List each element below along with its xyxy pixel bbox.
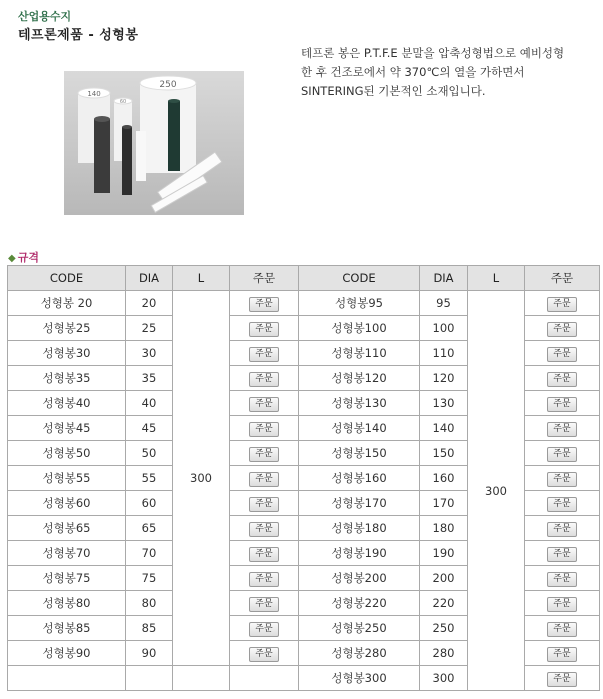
description-line: 한 후 건조로에서 약 370℃의 열을 가하면서	[301, 65, 525, 79]
order-cell	[525, 541, 600, 566]
code-cell: 성형봉130	[299, 391, 420, 416]
code-cell: 성형봉65	[8, 516, 126, 541]
code-cell: 성형봉120	[299, 366, 420, 391]
empty-cell	[230, 666, 299, 691]
spec-heading	[8, 249, 39, 265]
order-button[interactable]: 주문	[547, 322, 577, 337]
dia-cell: 200	[420, 566, 468, 591]
code-cell: 성형봉75	[8, 566, 126, 591]
dia-cell: 150	[420, 441, 468, 466]
code-cell: 성형봉280	[299, 641, 420, 666]
order-button[interactable]: 주문	[249, 322, 279, 337]
col-header-order: 주문	[230, 266, 299, 291]
col-header-code: CODE	[299, 266, 420, 291]
code-cell: 성형봉40	[8, 391, 126, 416]
order-button[interactable]: 주문	[249, 547, 279, 562]
order-cell	[525, 441, 600, 466]
order-cell	[230, 616, 299, 641]
col-header-order: 주문	[525, 266, 600, 291]
order-button[interactable]: 주문	[547, 497, 577, 512]
code-cell: 성형봉30	[8, 341, 126, 366]
order-cell	[230, 641, 299, 666]
code-cell: 성형봉190	[299, 541, 420, 566]
order-cell	[230, 366, 299, 391]
code-cell: 성형봉 20	[8, 291, 126, 316]
order-button[interactable]: 주문	[249, 647, 279, 662]
order-cell	[525, 466, 600, 491]
dia-cell: 55	[126, 466, 173, 491]
length-cell: 300	[468, 291, 525, 691]
dia-cell: 170	[420, 491, 468, 516]
dia-cell: 280	[420, 641, 468, 666]
dia-cell: 60	[126, 491, 173, 516]
order-button[interactable]: 주문	[547, 472, 577, 487]
order-button[interactable]: 주문	[547, 672, 577, 687]
order-button[interactable]: 주문	[547, 422, 577, 437]
order-button[interactable]: 주문	[547, 347, 577, 362]
code-cell: 성형봉55	[8, 466, 126, 491]
dia-cell: 110	[420, 341, 468, 366]
description-line: 테프론 봉은 P.T.F.E 분말을 압축성형법으로 예비성형	[301, 46, 565, 60]
order-cell	[230, 441, 299, 466]
order-cell	[230, 466, 299, 491]
dia-cell: 130	[420, 391, 468, 416]
order-cell	[230, 516, 299, 541]
order-button[interactable]: 주문	[249, 497, 279, 512]
order-button[interactable]: 주문	[249, 597, 279, 612]
dia-cell: 160	[420, 466, 468, 491]
order-button[interactable]: 주문	[249, 472, 279, 487]
ptfe-rods-image	[64, 71, 244, 215]
code-cell: 성형봉180	[299, 516, 420, 541]
order-cell	[525, 516, 600, 541]
photo-label-60: 60	[119, 99, 127, 105]
order-cell	[525, 416, 600, 441]
code-cell: 성형봉160	[299, 466, 420, 491]
spec-heading-label: 규격	[17, 251, 39, 264]
code-cell: 성형봉95	[299, 291, 420, 316]
photo-label-140: 140	[87, 90, 101, 98]
order-cell	[525, 366, 600, 391]
dia-cell: 70	[126, 541, 173, 566]
table-header-row	[8, 266, 600, 291]
order-cell	[230, 566, 299, 591]
order-cell	[525, 316, 600, 341]
dia-cell: 35	[126, 366, 173, 391]
order-cell	[230, 591, 299, 616]
order-cell	[525, 566, 600, 591]
order-cell	[230, 541, 299, 566]
dia-cell: 50	[126, 441, 173, 466]
dia-cell: 180	[420, 516, 468, 541]
order-cell	[230, 491, 299, 516]
order-button[interactable]: 주문	[249, 622, 279, 637]
order-cell	[230, 416, 299, 441]
category-label: 산업용수지	[18, 10, 72, 23]
empty-cell	[8, 666, 126, 691]
table-row	[8, 291, 600, 316]
code-cell: 성형봉170	[299, 491, 420, 516]
dia-cell: 20	[126, 291, 173, 316]
dia-cell: 90	[126, 641, 173, 666]
code-cell: 성형봉110	[299, 341, 420, 366]
order-cell	[525, 591, 600, 616]
order-button[interactable]: 주문	[547, 547, 577, 562]
order-button[interactable]: 주문	[249, 447, 279, 462]
order-button[interactable]: 주문	[249, 397, 279, 412]
order-button[interactable]: 주문	[249, 372, 279, 387]
dia-cell: 95	[420, 291, 468, 316]
order-cell	[525, 666, 600, 691]
dia-cell: 75	[126, 566, 173, 591]
order-cell	[525, 291, 600, 316]
dia-cell: 220	[420, 591, 468, 616]
order-button[interactable]: 주문	[249, 347, 279, 362]
description-line: SINTERING된 기본적인 소재입니다.	[301, 84, 486, 98]
col-header-dia: DIA	[126, 266, 173, 291]
photo-label-250: 250	[159, 80, 177, 90]
code-cell: 성형봉35	[8, 366, 126, 391]
order-cell	[525, 341, 600, 366]
empty-cell	[126, 666, 173, 691]
order-button[interactable]: 주문	[547, 447, 577, 462]
col-header-dia: DIA	[420, 266, 468, 291]
order-button[interactable]: 주문	[249, 522, 279, 537]
dia-cell: 190	[420, 541, 468, 566]
col-header-code: CODE	[8, 266, 126, 291]
order-button[interactable]: 주문	[249, 572, 279, 587]
diamond-bullet-icon: ◆	[8, 253, 16, 264]
code-cell: 성형봉70	[8, 541, 126, 566]
order-cell	[230, 291, 299, 316]
code-cell: 성형봉220	[299, 591, 420, 616]
order-cell	[230, 391, 299, 416]
length-cell: 300	[173, 291, 230, 666]
code-cell: 성형봉85	[8, 616, 126, 641]
order-button[interactable]: 주문	[547, 597, 577, 612]
code-cell: 성형봉200	[299, 566, 420, 591]
code-cell: 성형봉140	[299, 416, 420, 441]
code-cell: 성형봉90	[8, 641, 126, 666]
dia-cell: 250	[420, 616, 468, 641]
order-button[interactable]: 주문	[547, 622, 577, 637]
code-cell: 성형봉300	[299, 666, 420, 691]
dia-cell: 65	[126, 516, 173, 541]
order-button[interactable]: 주문	[547, 647, 577, 662]
order-button[interactable]: 주문	[547, 372, 577, 387]
order-button[interactable]: 주문	[547, 522, 577, 537]
spec-table-body	[8, 291, 600, 691]
code-cell: 성형봉80	[8, 591, 126, 616]
order-button[interactable]: 주문	[547, 297, 577, 312]
dia-cell: 300	[420, 666, 468, 691]
spec-table	[7, 265, 600, 691]
order-button[interactable]: 주문	[547, 572, 577, 587]
product-photo	[64, 71, 244, 215]
product-description	[301, 44, 601, 101]
code-cell: 성형봉150	[299, 441, 420, 466]
order-cell	[525, 391, 600, 416]
order-cell	[525, 491, 600, 516]
order-cell	[230, 341, 299, 366]
page-title: 테프론제품 - 성형봉	[18, 28, 139, 43]
dia-cell: 40	[126, 391, 173, 416]
code-cell: 성형봉60	[8, 491, 126, 516]
code-cell: 성형봉25	[8, 316, 126, 341]
order-button[interactable]: 주문	[249, 422, 279, 437]
code-cell: 성형봉50	[8, 441, 126, 466]
col-header-length: L	[468, 266, 525, 291]
dia-cell: 25	[126, 316, 173, 341]
dia-cell: 100	[420, 316, 468, 341]
dia-cell: 120	[420, 366, 468, 391]
dia-cell: 45	[126, 416, 173, 441]
dia-cell: 80	[126, 591, 173, 616]
code-cell: 성형봉250	[299, 616, 420, 641]
order-cell	[230, 316, 299, 341]
empty-cell	[173, 666, 230, 691]
order-cell	[525, 641, 600, 666]
col-header-length: L	[173, 266, 230, 291]
order-button[interactable]: 주문	[249, 297, 279, 312]
dia-cell: 140	[420, 416, 468, 441]
code-cell: 성형봉45	[8, 416, 126, 441]
order-cell	[525, 616, 600, 641]
code-cell: 성형봉100	[299, 316, 420, 341]
dia-cell: 30	[126, 341, 173, 366]
dia-cell: 85	[126, 616, 173, 641]
order-button[interactable]: 주문	[547, 397, 577, 412]
